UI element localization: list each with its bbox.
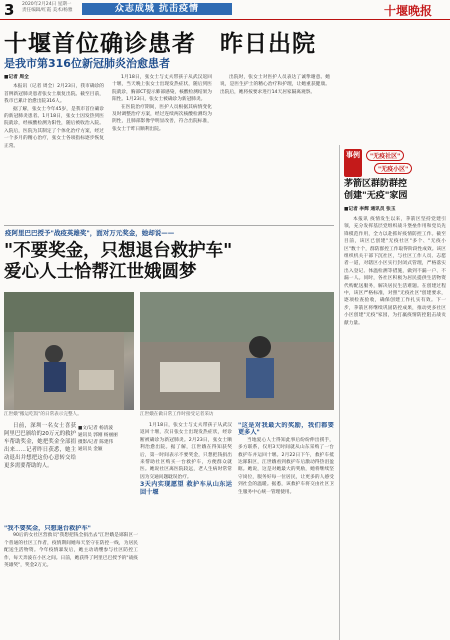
story2-photo-2 <box>140 292 334 410</box>
story2-credits: ■文/记者 杨清波 通讯员 郭刚 杨丽丽 摄影/记者 陈建伟 通讯员 金颖 <box>78 426 118 452</box>
story1-column-2 <box>112 74 212 224</box>
story-divider <box>4 225 334 226</box>
story1-paragraph: 1月18日，张女士与丈夫带孩子从武汉返回十堰，当天晚上张女士出现发热症状，随后到医院就诊，胸部CT提示肺部感染，核酸检测结果为阳性。1月23日，张女士被确诊为新冠肺炎。 <box>112 75 212 103</box>
story2-subhead: 3天内实现愿望 救护车从山东运回十堰 <box>140 481 232 496</box>
story2-body: 当地爱心人士得知此事后纷纷伸出援手，多方联系，仅用3天时间就从山东采购了一台救护车并运回十堰。2月22日下午，救护车抵达郧阳区，江世娥看到救护车后激动得热泪盈眶。她说，这是对她最大的奖励，她将继续坚守岗位，服务好每一位居民，让更多的人感受到社会的温暖。据悉，该救护车将交由社区卫生服务中心统一管理使用。 <box>238 437 334 495</box>
story2-lead <box>4 422 76 522</box>
story2-photo-1 <box>4 292 134 410</box>
photo-1-illustration <box>4 292 134 410</box>
sidebar-stamp: 事例 <box>344 149 362 177</box>
sidebar-text: 本报讯 疫情发生以来，茅箭区坚持党建引领，充分发挥基层党组织战斗堡垒作用和党员先锋模范作用，全力以赴抓好疫情防控工作。截至目前，该区已创建"无疫社区"多个、"无疫小区"数十个，群防群控工作取得阶段性成效。该区组织机关干部下沉社区，与社区工作人员、志愿者一道，对辖区小区实行封闭式管理，严格落实出入登记、体温检测等措施，做到不漏一户、不漏一人。同时，各社区积极为居民提供生活物资代购配送服务，解决居民生活难题。在创建过程中，该区严格标准，对照"无疫社区"创建要求，逐项检查验收，确保创建工作扎实有效。下一步，茅箭区将继续巩固防控成果，推动更多社区小区创建"无疫"家园，为打赢疫情防控阻击战贡献力量。 <box>344 217 446 326</box>
story1-byline: ■记者 周全 <box>4 75 29 80</box>
story2-column-2 <box>140 422 232 640</box>
story2-kicker: 疫阿里巴巴授予"战疫英雄奖"，面对万元奖金，她却说—— <box>5 229 175 237</box>
story2-column-3 <box>238 422 334 640</box>
sidebar-tag: "无疫社区" <box>366 150 404 161</box>
page-number: 3 <box>4 1 15 19</box>
sidebar-byline: ■记者 李辉 通讯员 张玉 <box>344 207 396 212</box>
issue-info: 2020年2月24日 星期一 责任编辑/红霞 美术/杨雅 <box>22 2 73 13</box>
photo-1-caption: 江世娥"搬运吃饭"的日常表示完整人。 <box>4 412 82 417</box>
story1-column-3 <box>220 74 330 224</box>
story1-paragraph: 在医院治疗期间，医护人员根据其病情变化及时调整治疗方案，经过连续两次核酸检测均为阴性，且肺部影像学明显改善，符合出院标准，张女士于昨日顺利出院。 <box>112 104 212 132</box>
photo-2-illustration <box>140 292 334 410</box>
main-subheadline: 是我市第316位新冠肺炎治愈患者 <box>4 57 170 70</box>
story2-body: 90后的女社区营救员"我想把钱全捐出去"江世娥是郧阳区一个普通的社区工作者，疫情期间她每天坚守在防控一线，为居民配送生活物资。今年疫情暴发后，她主动请缨参与社区防控工作，每天奔波在小区之间。日前，她获得了阿里巴巴授予的"战疫英雄奖"，奖金2万元。 <box>4 533 138 569</box>
sidebar-title: 茅箭区群防群控 创建"无疫"家园 <box>344 179 408 201</box>
section-banner: 众志成城 抗击疫情 <box>82 3 232 15</box>
story1-column-1 <box>4 74 104 224</box>
photo-2-caption: 江世娥在做日常工作时接受记者采访 <box>140 412 214 417</box>
story2-subhead: "我不要奖金，只想退台救护车" <box>4 525 91 532</box>
main-headline: 十堰首位确诊患者 昨日出院 <box>4 31 316 57</box>
story1-paragraph: 出院时，张女士对医护人员表达了诚挚谢意。她说，是医生护士的精心治疗和护理，让她重获健康。出院后，她将按要求进行14天居家隔离观察。 <box>220 75 330 95</box>
story2-headline: "不要奖金，只想退台救护车" 爱心人士恰帮江世娥圆梦 <box>4 241 233 282</box>
sidebar-body <box>344 216 446 636</box>
story1-paragraph: 本报讯（记者 周全）2月23日，我市确诊的首例新冠肺炎患者张女士康复出院。截至目前，我市已累计治愈出院316人。 <box>4 84 104 105</box>
story2-body: 1月18日，张女士与丈夫带孩子从武汉返回十堰，次日张女士出现发热症状，经诊断被确诊为新冠肺炎。2月23日，张女士顺利治愈出院。据了解，江世娥在得知获奖后，第一时间表示不要奖金，只想把钱捐出来帮助社区购买一台救护车，方便群众就医。她说社区离医院较远，老人生病时常常因为交通问题耽误治疗。 <box>140 423 232 480</box>
sidebar-tag: "无疫小区" <box>374 163 412 174</box>
paper-logo: 十堰晚报 <box>384 4 433 18</box>
story2-column-1 <box>4 525 138 640</box>
story2-lead-text: 日前，深圳一名女士喜获阿里巴巴颁给的20万元的救护车帮助奖金，她把奖金全部捐出来……记者昨日获悉，她主动退出并想把这份心意转交给更多需要帮助的人。 <box>4 423 76 469</box>
story1-paragraph: 据了解，张女士今年45岁，是我市首位确诊的新冠肺炎患者。1月18日，张女士因发热到医院就诊，经核酸检测为阳性，随后被收治入院。入院后，医院为其制定了个体化治疗方案，经过一个多月的精心治疗，张女士各项指标逐步恢复正常。 <box>4 106 104 149</box>
story2-subhead: "这是对我最大的奖励，我们都要更多人" <box>238 422 334 437</box>
